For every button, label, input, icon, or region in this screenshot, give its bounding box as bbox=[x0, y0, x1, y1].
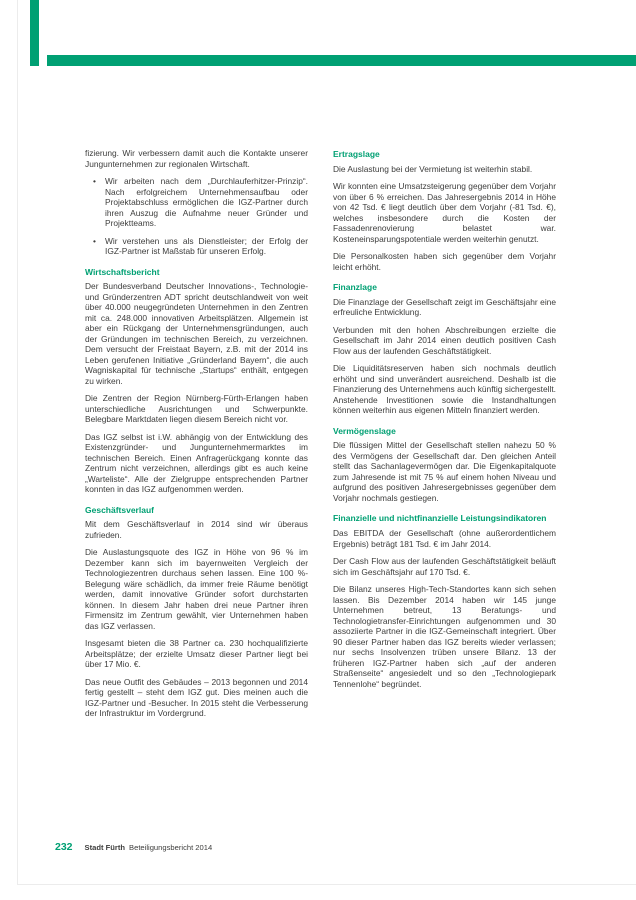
page-number: 232 bbox=[55, 841, 73, 853]
bullet-item bbox=[85, 176, 308, 229]
paragraph: Die Auslastung bei der Vermietung ist weiterhin stabil. bbox=[333, 163, 533, 174]
bullet-text: Wir arbeiten nach dem „Durchlauferhitzer-Prinzip“. Nach erfolgreichem Unternehmensaufbau oder Projektabschluss ermöglichen die IGZ-Partner durch ihren Auszug die Aufnahme neuer Gründer und Projektteams. bbox=[105, 176, 308, 228]
paragraph: Das IGZ selbst ist i.W. abhängig von der Entwicklung des Existenzgründer- und Jungunternehmermarktes im technischen Bereich. Einen Anfragerückgang konnte das Zentrum nicht verzeichnen, allerdings gibt es auch keine „Warteliste“. Alle der Zielgruppe entsprechenden Partner konnten in das IGZ aufgenommen werden. bbox=[85, 431, 308, 495]
page-footer bbox=[55, 841, 212, 853]
footer-report-title: Beteiligungsbericht 2014 bbox=[129, 843, 213, 852]
paragraph-continuation: fizierung. Wir verbessern damit auch die Kontakte unserer Jungunternehmen zur regionalen Wirtschaft. bbox=[85, 148, 308, 169]
paragraph: Insgesamt bieten die 38 Partner ca. 230 hochqualifizierte Arbeitsplätze; der erzielte Umsatz dieser Partner liegt bei über 17 Mio. €. bbox=[85, 638, 308, 670]
section-heading-ertragslage: Ertragslage bbox=[333, 149, 380, 159]
section-heading-finanzlage: Finanzlage bbox=[333, 282, 377, 293]
header-accent-vertical-bar bbox=[30, 0, 39, 66]
header-accent-horizontal-bar bbox=[47, 55, 636, 66]
paragraph: Die flüssigen Mittel der Gesellschaft stellen nahezu 50 % des Vermögens der Gesellschaft dar. Den gleichen Anteil stellt das Sachanlagevermögen dar. Die Eigenkapitalquote zum Jahresende ist mit 75 % auf einem hohen Niveau und aufgrund des positiven Jahresergebnisses gegenüber dem Vorjahr nochmals gestiegen. bbox=[333, 440, 556, 503]
paragraph: Die Liquiditätsreserven haben sich nochmals deutlich erhöht und sind unverändert ausreichend. Deshalb ist die Finanzierung des Unternehmens auch künftig sichergestellt. Anstehende Investitionen sowie die Instandhaltungen können weiterhin aus eigenen Mitteln finanziert werden. bbox=[333, 363, 556, 416]
section-heading-leistungsindikatoren: Finanzielle und nichtfinanzielle Leistungsindikatoren bbox=[333, 513, 547, 524]
bullet-item bbox=[85, 236, 308, 257]
section-heading-wirtschaftsbericht: Wirtschaftsbericht bbox=[85, 266, 160, 277]
left-column bbox=[85, 148, 308, 726]
right-column bbox=[333, 148, 556, 696]
paragraph: Die Zentren der Region Nürnberg-Fürth-Erlangen haben unterschiedliche Ausrichtungen und Schwerpunkte. Belegbare Marktdaten liegen diesem Bereich nicht vor. bbox=[85, 393, 308, 425]
section-heading-geschaeftsverlauf: Geschäftsverlauf bbox=[85, 504, 154, 515]
bullet-marker: • bbox=[93, 235, 96, 246]
paragraph: Das neue Outfit des Gebäudes – 2013 begonnen und 2014 fertig gestellt – steht dem IGZ gut. Dies meinen auch die IGZ-Partner und -Besucher. In 2015 steht die Verbesserung der Infrastruktur im Vordergrund. bbox=[85, 676, 308, 719]
page-edge-line bbox=[17, 0, 18, 884]
paragraph: Die Finanzlage der Gesellschaft zeigt im Geschäftsjahr eine erfreuliche Entwicklung. bbox=[333, 296, 556, 318]
footer-publisher: Stadt Fürth bbox=[84, 843, 126, 852]
bullet-marker: • bbox=[93, 176, 96, 186]
section-heading-vermoegenslage: Vermögenslage bbox=[333, 425, 396, 436]
paragraph: Das EBITDA der Gesellschaft (ohne außerordentlichem Ergebnis) beträgt 181 Tsd. € im Jahr 2014. bbox=[333, 528, 556, 549]
paragraph: Wir konnten eine Umsatzsteigerung gegenüber dem Vorjahr von über 6 % erreichen. Das Jahresergebnis 2014 in Höhe von 42 Tsd. € liegt deutlich über dem Vorjahr (-81 Tsd. €), welches insbesondere durch die Kosten der Fassadenrenovierung belastet war. Kosteneinsparungspotentiale werden weiterhin genutzt. bbox=[333, 181, 556, 244]
paragraph: Der Cash Flow aus der laufenden Geschäftstätigkeit beläuft sich im Geschäftsjahr auf 170 Tsd. €. bbox=[333, 556, 556, 577]
paragraph: Verbunden mit den hohen Abschreibungen erzielte die Gesellschaft im Jahr 2014 einen deutlich positiven Cash Flow aus der laufenden Geschäftstätigkeit. bbox=[333, 324, 556, 356]
paragraph: Die Bilanz unseres High-Tech-Standortes kann sich sehen lassen. Bis Dezember 2014 haben wir 145 junge Unternehmen betreut, 13 Beratungs- und Technologietransfer-Einrichtungen aufgenommen und 30 assoziierte Partner in die IGZ-Gemeinschaft integriert. Über 90 dieser Partner haben das IGZ bereits wieder verlassen; nur sechs Insolvenzen trüben unsere Bilanz. 13 der früheren IGZ-Partner haben sich „auf der anderen Straßenseite“ angesiedelt und so den „Technologiepark Tennenlohe“ begründet. bbox=[333, 584, 556, 689]
paragraph: Die Personalkosten haben sich gegenüber dem Vorjahr leicht erhöht. bbox=[333, 251, 556, 272]
bullet-text: Wir verstehen uns als Dienstleister; der Erfolg der IGZ-Partner ist Maßstab für unseren Erfolg. bbox=[105, 235, 308, 256]
paragraph: Der Bundesverband Deutscher Innovations-, Technologie- und Gründerzentren ADT spricht deutschlandweit von weit über 40.000 neugegründeten Unternehmen in den Zentren mit ca. 248.000 innovativen Arbeitsplätzen. Allgemein ist aber ein Rückgang der Unternehmensgründungen, auch der Gründungen im technischen Bereich, zu verzeichnen. Dem versucht der Freistaat Bayern, z.B. mit der 2014 ins Leben gerufenen Initiative „Gründerland Bayern“, die auch Wagniskapital für technische „Startups“ enthält, entgegen zu wirken. bbox=[85, 281, 308, 386]
paragraph: Mit dem Geschäftsverlauf in 2014 sind wir überaus zufrieden. bbox=[85, 519, 308, 540]
page-edge-line bbox=[17, 884, 636, 885]
paragraph: Die Auslastungsquote des IGZ in Höhe von 96 % im Dezember kann sich im bayernweiten Vergleich der Technologiezentren durchaus sehen lassen. Eine 100 %- Belegung wäre schädlich, da immer freie Räume benötigt werden, damit innovative Gründer sofort durchstarten können. In diesem Jahr haben drei neue Partner ihren Firmensitz im Zentrum gewählt, vier Unternehmen haben das IGZ verlassen. bbox=[85, 547, 308, 631]
